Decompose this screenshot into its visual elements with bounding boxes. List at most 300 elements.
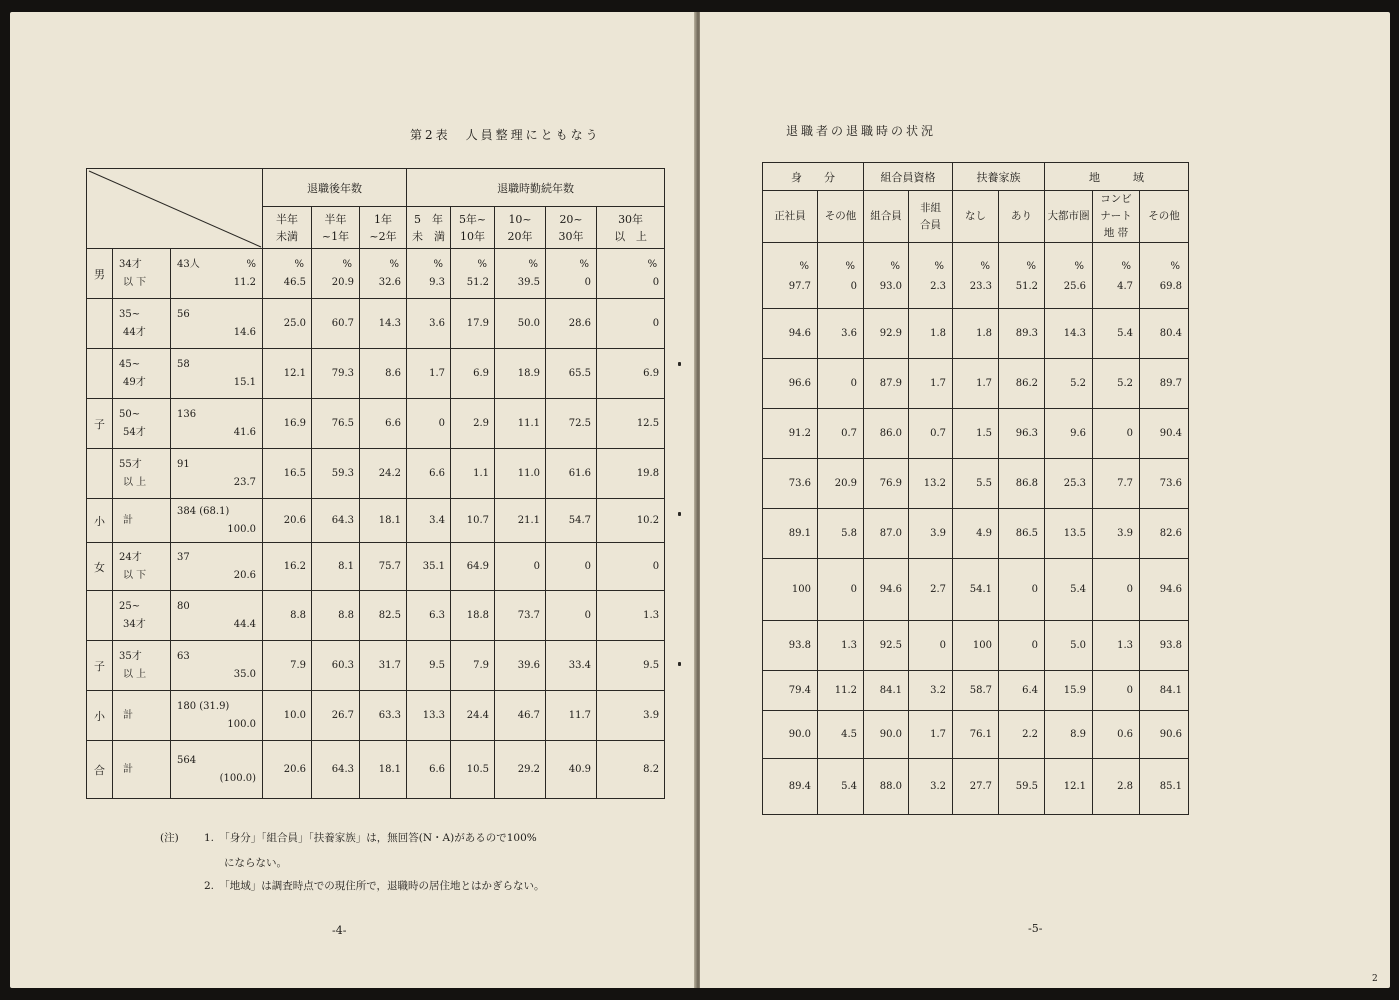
- value: 13.5: [1063, 527, 1086, 539]
- value-cell: [451, 499, 495, 543]
- value: 9.6: [1070, 427, 1086, 439]
- value: 93.8: [1159, 639, 1183, 651]
- value-cell: [451, 449, 495, 499]
- value-cell: [763, 243, 818, 309]
- value-cell: [312, 499, 360, 543]
- value: 0: [1126, 427, 1133, 439]
- value-cell: [909, 759, 953, 815]
- count-value: 384 (68.1): [177, 505, 230, 517]
- note-label: (注): [160, 832, 179, 844]
- share-value: 15.1: [233, 376, 257, 388]
- value-cell: [546, 641, 597, 691]
- share-value: (100.0): [219, 772, 257, 784]
- value-cell: [818, 759, 864, 815]
- value: 3.6: [841, 327, 857, 339]
- value: 0: [584, 609, 592, 621]
- value-cell: [495, 299, 546, 349]
- value-cell: [360, 399, 407, 449]
- table-row: [763, 243, 1189, 309]
- value: 8.8: [338, 609, 355, 621]
- table-row: [763, 309, 1189, 359]
- value: 90.0: [788, 728, 811, 740]
- value-cell: [909, 509, 953, 559]
- value: 21.1: [517, 514, 541, 526]
- value-cell: [818, 509, 864, 559]
- column-header: [864, 191, 909, 243]
- column-header-line: 1年: [374, 212, 393, 226]
- column-header-line: 組合員: [870, 210, 902, 222]
- value: 79.4: [788, 684, 811, 696]
- value: 2.7: [930, 583, 946, 595]
- value-cell: [999, 509, 1045, 559]
- count-line: [171, 306, 262, 324]
- value-cell: [1045, 243, 1093, 309]
- value: 89.4: [788, 780, 811, 792]
- value: 85.1: [1159, 780, 1183, 792]
- value-cell: [1140, 759, 1189, 815]
- column-header: [1045, 191, 1093, 243]
- value: 60.3: [331, 659, 355, 671]
- value: 5.4: [1070, 583, 1086, 595]
- value: 18.1: [378, 514, 402, 526]
- row-side-label: 男: [87, 249, 113, 299]
- share-value: 20.6: [233, 569, 257, 581]
- value: 9.3: [429, 276, 446, 288]
- value-cell: [999, 671, 1045, 711]
- share-value: 41.6: [233, 426, 257, 438]
- pct-mark: %: [342, 258, 353, 270]
- row-age-label: [113, 299, 171, 349]
- value: 40.9: [568, 763, 592, 775]
- binding-hole: [678, 512, 681, 516]
- value: 39.5: [517, 276, 541, 288]
- value: 26.7: [331, 709, 355, 721]
- group-header-region: 地 域: [1045, 163, 1189, 191]
- value-cell: [263, 543, 312, 591]
- value: 64.3: [331, 763, 355, 775]
- value: 76.9: [879, 477, 902, 489]
- value: 58.7: [969, 684, 992, 696]
- column-header: [1140, 191, 1189, 243]
- column-header-line: 合員: [920, 218, 941, 231]
- value: 0: [1126, 684, 1133, 696]
- value-cell: [999, 409, 1045, 459]
- pct-mark: %: [799, 260, 809, 272]
- value-cell: [1093, 359, 1140, 409]
- row-side-label: [87, 591, 113, 641]
- value-cell: [864, 711, 909, 759]
- value-cell: [999, 359, 1045, 409]
- row-age-label: [113, 741, 171, 799]
- value-cell: [864, 309, 909, 359]
- value-cell: [999, 711, 1045, 759]
- value: 3.9: [1117, 527, 1133, 539]
- value-cell: [263, 499, 312, 543]
- value: 94.6: [879, 583, 902, 595]
- column-header-line: 30年: [558, 229, 584, 243]
- table-row: [87, 449, 665, 499]
- value-cell: [312, 399, 360, 449]
- left-table-title: 第2表 人員整理にともなう: [410, 128, 601, 142]
- value-cell: [546, 499, 597, 543]
- value-cell: [953, 559, 999, 621]
- pct-mark: %: [246, 258, 257, 270]
- value: 54.1: [969, 583, 992, 595]
- value-cell: [1140, 621, 1189, 671]
- value-cell: [312, 543, 360, 591]
- value-cell: [818, 459, 864, 509]
- value-cell: [1045, 359, 1093, 409]
- value-cell: [360, 741, 407, 799]
- value-cell: [909, 359, 953, 409]
- value: 25.6: [1063, 280, 1086, 292]
- column-header-line: 非組: [920, 201, 941, 214]
- diagonal-header-cell: [87, 169, 263, 249]
- value-cell: [818, 309, 864, 359]
- column-header-line: コンビ: [1100, 193, 1132, 205]
- value: 84.1: [1159, 684, 1183, 696]
- value: 87.9: [879, 377, 902, 389]
- value: 11.7: [568, 709, 592, 721]
- value: 10.5: [466, 763, 490, 775]
- table-row: [763, 711, 1189, 759]
- value: 8.8: [290, 609, 307, 621]
- value-cell: [1045, 409, 1093, 459]
- page-number-right: -5-: [1028, 922, 1043, 935]
- value: 8.2: [643, 763, 660, 775]
- share-value: 23.7: [233, 476, 257, 488]
- column-header-line: 正社員: [774, 210, 806, 222]
- value-cell: [999, 559, 1045, 621]
- right-table: [762, 162, 1189, 815]
- column-header-line: 半年: [324, 212, 347, 226]
- value-cell: [407, 543, 451, 591]
- value-cell: [763, 711, 818, 759]
- table-row: [87, 641, 665, 691]
- value: 13.3: [422, 709, 446, 721]
- value-cell: [312, 449, 360, 499]
- row-age-label: [113, 399, 171, 449]
- value-cell: [1140, 243, 1189, 309]
- value-cell: [360, 591, 407, 641]
- value: 0: [1126, 583, 1133, 595]
- count-value: 564: [177, 754, 197, 766]
- value-cell: [451, 543, 495, 591]
- value: 61.6: [568, 467, 592, 479]
- value-cell: [763, 409, 818, 459]
- column-header: [999, 191, 1045, 243]
- column-header: [312, 207, 360, 249]
- row-age-label: [113, 249, 171, 299]
- value: 94.6: [788, 327, 811, 339]
- age-line: 以 上: [123, 668, 147, 680]
- value: 0: [652, 317, 660, 329]
- value: 11.2: [834, 684, 857, 696]
- value: 1.3: [643, 609, 660, 621]
- table-row: [87, 499, 665, 543]
- age-line: 45~: [119, 358, 141, 370]
- value-cell: [953, 711, 999, 759]
- value: 82.6: [1159, 527, 1183, 539]
- column-header: [407, 207, 451, 249]
- value-cell: [763, 559, 818, 621]
- value: 50.0: [517, 317, 541, 329]
- value-cell: [597, 641, 665, 691]
- value: 20.9: [331, 276, 355, 288]
- value-cell: [451, 249, 495, 299]
- value-cell: [263, 691, 312, 741]
- value-cell: [407, 399, 451, 449]
- value: 2.8: [1117, 780, 1133, 792]
- value: 2.3: [930, 280, 946, 292]
- value: 7.9: [473, 659, 490, 671]
- count-line: [171, 698, 262, 716]
- value: 84.1: [879, 684, 902, 696]
- value: 25.3: [1063, 477, 1086, 489]
- diagonal-line: [87, 169, 263, 249]
- value: 0.6: [1117, 728, 1133, 740]
- note-2: 2. 「地域」は調査時点での現住所で，退職時の居住地とはかぎらない。: [204, 880, 545, 892]
- pct-mark: %: [294, 258, 305, 270]
- value: 6.6: [429, 763, 446, 775]
- value-cell: [407, 249, 451, 299]
- value-cell: [263, 449, 312, 499]
- row-side-label: [87, 299, 113, 349]
- binding-hole: [678, 662, 681, 666]
- value: 5.4: [841, 780, 857, 792]
- column-header: [546, 207, 597, 249]
- value-cell: [360, 543, 407, 591]
- age-line: 24才: [119, 551, 142, 563]
- count-line: [171, 648, 262, 666]
- value: 3.4: [429, 514, 446, 526]
- value-cell: [263, 299, 312, 349]
- table-row: [87, 543, 665, 591]
- value: 4.5: [841, 728, 857, 740]
- value-cell: [763, 359, 818, 409]
- value-cell: [818, 559, 864, 621]
- value-cell: [546, 591, 597, 641]
- count-line: [171, 456, 262, 474]
- value-cell: [953, 309, 999, 359]
- value: 6.9: [643, 367, 660, 379]
- value-cell: [818, 359, 864, 409]
- value: 54.7: [568, 514, 592, 526]
- value: 8.1: [338, 560, 355, 572]
- value: 18.1: [378, 763, 402, 775]
- value-cell: [407, 641, 451, 691]
- value-cell: [597, 691, 665, 741]
- table-row: [87, 591, 665, 641]
- row-side-label: 女: [87, 543, 113, 591]
- value: 8.6: [385, 367, 402, 379]
- value: 76.1: [969, 728, 992, 740]
- value-cell: [312, 691, 360, 741]
- value-cell: [495, 499, 546, 543]
- column-header-line: 未 満: [412, 229, 446, 243]
- value-cell: [407, 741, 451, 799]
- value: 0: [652, 560, 660, 572]
- value: 3.9: [643, 709, 660, 721]
- column-header-line: ~2年: [369, 229, 397, 243]
- value: 5.4: [1117, 327, 1133, 339]
- value: 86.0: [879, 427, 902, 439]
- value: 69.8: [1159, 280, 1183, 292]
- value: 0: [533, 560, 541, 572]
- value-cell: [597, 299, 665, 349]
- value: 3.9: [930, 527, 946, 539]
- value: 73.7: [517, 609, 541, 621]
- table-row: [87, 349, 665, 399]
- column-header: [451, 207, 495, 249]
- value: 89.7: [1159, 377, 1183, 389]
- value-cell: [953, 459, 999, 509]
- value: 91.2: [788, 427, 811, 439]
- value-cell: [597, 591, 665, 641]
- column-header-line: 未満: [276, 229, 299, 243]
- column-header-line: 30年: [618, 212, 644, 226]
- value-cell: [546, 449, 597, 499]
- value: 51.2: [1015, 280, 1038, 292]
- value-cell: [360, 499, 407, 543]
- value: 93.8: [788, 639, 811, 651]
- value-cell: [909, 711, 953, 759]
- value-cell: [495, 449, 546, 499]
- age-line: 54才: [123, 426, 146, 438]
- age-line: 55才: [119, 458, 142, 470]
- value: 13.2: [923, 477, 946, 489]
- value: 2.9: [473, 417, 490, 429]
- value-cell: [763, 759, 818, 815]
- value: 10.2: [636, 514, 660, 526]
- group-header-dependents: 扶養家族: [953, 163, 1045, 191]
- value-cell: [597, 349, 665, 399]
- value: 25.0: [283, 317, 307, 329]
- value-cell: [1140, 509, 1189, 559]
- row-count-cell: [171, 449, 263, 499]
- row-count-cell: [171, 499, 263, 543]
- value: 0: [850, 377, 857, 389]
- value: 63.3: [378, 709, 402, 721]
- row-count-cell: [171, 399, 263, 449]
- value-cell: [864, 359, 909, 409]
- value-cell: [360, 249, 407, 299]
- value: 10.0: [283, 709, 307, 721]
- column-header-line: 20~: [559, 212, 583, 226]
- value-cell: [1093, 711, 1140, 759]
- value: 1.7: [976, 377, 992, 389]
- value: 90.6: [1159, 728, 1183, 740]
- value-cell: [1045, 711, 1093, 759]
- note-1: 1. 「身分」「組合員」「扶養家族」は，無回答(N・A)があるので100%: [204, 832, 537, 844]
- value-cell: [407, 449, 451, 499]
- pct-mark: %: [1121, 260, 1131, 272]
- value-cell: [763, 621, 818, 671]
- age-line: 35才: [119, 650, 142, 662]
- value: 31.7: [378, 659, 402, 671]
- row-count-cell: [171, 299, 263, 349]
- left-page: [10, 12, 696, 988]
- value: 60.7: [331, 317, 355, 329]
- row-count-cell: [171, 349, 263, 399]
- value: 0: [652, 276, 660, 288]
- row-count-cell: [171, 641, 263, 691]
- row-age-label: [113, 349, 171, 399]
- value-cell: [546, 299, 597, 349]
- value: 18.9: [517, 367, 541, 379]
- value-cell: [864, 409, 909, 459]
- column-header-line: その他: [824, 210, 857, 222]
- value-cell: [818, 711, 864, 759]
- value-cell: [597, 249, 665, 299]
- value-cell: [1140, 671, 1189, 711]
- column-header-line: その他: [1148, 210, 1180, 222]
- table-row: [87, 741, 665, 799]
- value-cell: [451, 641, 495, 691]
- row-count-cell: [171, 543, 263, 591]
- value-cell: [1045, 759, 1093, 815]
- age-line: 計: [123, 709, 133, 721]
- column-header: [763, 191, 818, 243]
- count-value: 58: [177, 358, 190, 370]
- value: 89.1: [788, 527, 811, 539]
- value-cell: [953, 759, 999, 815]
- value: 11.1: [517, 417, 541, 429]
- value-cell: [451, 299, 495, 349]
- value: 35.1: [422, 560, 446, 572]
- group-header-union: 組合員資格: [864, 163, 953, 191]
- row-age-label: [113, 691, 171, 741]
- value-cell: [495, 741, 546, 799]
- value: 20.9: [834, 477, 857, 489]
- value: 14.3: [378, 317, 402, 329]
- value-cell: [1093, 459, 1140, 509]
- value: 65.5: [568, 367, 592, 379]
- column-header-line: なし: [965, 210, 986, 222]
- corner-mark: 2: [1372, 974, 1378, 984]
- value-cell: [495, 399, 546, 449]
- pct-mark: %: [980, 260, 990, 272]
- value-cell: [407, 499, 451, 543]
- value: 1.7: [930, 377, 946, 389]
- value: 16.9: [283, 417, 307, 429]
- value: 96.6: [788, 377, 811, 389]
- value: 80.4: [1159, 327, 1183, 339]
- value: 9.5: [643, 659, 660, 671]
- value: 14.3: [1063, 327, 1086, 339]
- column-header: [909, 191, 953, 243]
- value-cell: [763, 671, 818, 711]
- value: 82.5: [378, 609, 402, 621]
- value: 12.1: [1063, 780, 1086, 792]
- age-line: 35~: [119, 308, 141, 320]
- value: 0: [584, 560, 592, 572]
- column-header: [597, 207, 665, 249]
- value: 1.7: [429, 367, 446, 379]
- row-side-label: [87, 349, 113, 399]
- value: 20.6: [283, 514, 307, 526]
- value: 92.5: [879, 639, 902, 651]
- value-cell: [909, 459, 953, 509]
- column-header-line: 20年: [507, 229, 533, 243]
- value: 76.5: [331, 417, 355, 429]
- pct-mark: %: [579, 258, 590, 270]
- value-cell: [1140, 359, 1189, 409]
- value-cell: [360, 641, 407, 691]
- table-row: [763, 459, 1189, 509]
- table-row: [87, 399, 665, 449]
- count-value: 37: [177, 551, 190, 563]
